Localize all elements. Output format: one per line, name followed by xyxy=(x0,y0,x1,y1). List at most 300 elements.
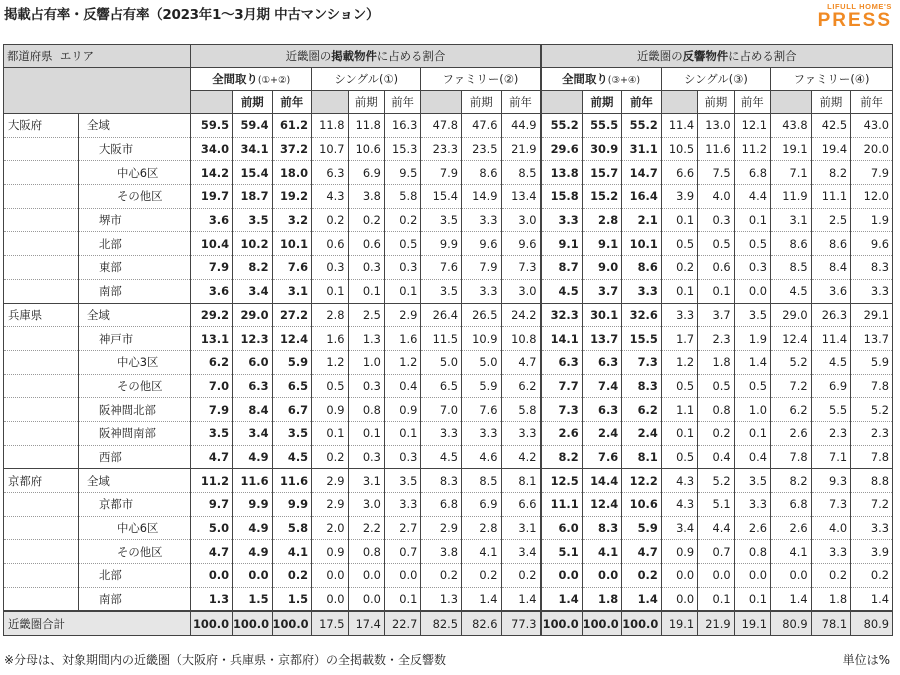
value-cell: 0.1 xyxy=(661,421,697,445)
value-cell: 12.4 xyxy=(272,327,312,351)
header-prev-year: 前年 xyxy=(851,91,893,114)
value-cell: 0.0 xyxy=(312,564,348,588)
value-cell: 8.3 xyxy=(851,256,893,280)
value-cell: 7.9 xyxy=(421,161,462,185)
value-cell: 1.8 xyxy=(698,350,734,374)
page-title: 掲載占有率・反響占有率（2023年1～3月期 中古マンション） xyxy=(4,7,380,23)
value-cell: 5.9 xyxy=(851,350,893,374)
value-cell: 0.3 xyxy=(348,256,384,280)
area-cell: 阪神間南部 xyxy=(78,421,190,445)
value-cell: 7.1 xyxy=(811,445,851,469)
value-cell: 1.2 xyxy=(384,350,420,374)
value-cell: 8.4 xyxy=(233,398,273,422)
value-cell: 3.3 xyxy=(461,421,501,445)
value-cell: 5.2 xyxy=(698,469,734,493)
value-cell: 3.6 xyxy=(191,208,233,232)
table-row xyxy=(4,114,893,138)
value-cell: 0.2 xyxy=(312,208,348,232)
table-body xyxy=(4,114,893,636)
value-cell: 14.2 xyxy=(191,161,233,185)
table-row xyxy=(4,421,893,445)
value-cell: 8.6 xyxy=(811,232,851,256)
area-cell: 神戸市 xyxy=(78,327,190,351)
value-cell: 4.5 xyxy=(771,279,812,303)
area-cell: 阪神間北部 xyxy=(78,398,190,422)
value-cell: 11.1 xyxy=(541,493,583,517)
header-prev-period: 前期 xyxy=(698,91,734,114)
value-cell: 12.2 xyxy=(622,469,662,493)
value-cell: 4.3 xyxy=(661,469,697,493)
pref-cell xyxy=(4,540,79,564)
value-cell: 3.3 xyxy=(622,279,662,303)
value-cell: 10.4 xyxy=(191,232,233,256)
value-cell: 0.8 xyxy=(348,398,384,422)
header-all-listing-sub: (①+②) xyxy=(257,75,291,86)
pref-cell xyxy=(4,279,79,303)
value-cell: 2.6 xyxy=(734,516,770,540)
value-cell: 1.4 xyxy=(771,587,812,611)
brand-logo xyxy=(818,2,892,30)
value-cell: 13.7 xyxy=(582,327,622,351)
value-cell: 0.9 xyxy=(384,398,420,422)
value-cell: 26.3 xyxy=(811,303,851,327)
value-cell: 1.4 xyxy=(461,587,501,611)
value-cell: 37.2 xyxy=(272,137,312,161)
value-cell: 43.8 xyxy=(771,114,812,138)
value-cell: 100.0 xyxy=(272,611,312,635)
value-cell: 9.1 xyxy=(541,232,583,256)
value-cell: 10.7 xyxy=(312,137,348,161)
value-cell: 1.6 xyxy=(384,327,420,351)
table-row xyxy=(4,540,893,564)
value-cell: 3.3 xyxy=(461,279,501,303)
pref-cell xyxy=(4,374,79,398)
value-cell: 4.7 xyxy=(622,540,662,564)
value-cell: 100.0 xyxy=(233,611,273,635)
value-cell: 12.4 xyxy=(771,327,812,351)
header-current xyxy=(191,91,233,114)
value-cell: 29.6 xyxy=(541,137,583,161)
value-cell: 100.0 xyxy=(541,611,583,635)
value-cell: 0.3 xyxy=(384,256,420,280)
value-cell: 1.2 xyxy=(661,350,697,374)
value-cell: 9.6 xyxy=(461,232,501,256)
value-cell: 0.2 xyxy=(851,564,893,588)
value-cell: 32.6 xyxy=(622,303,662,327)
value-cell: 7.3 xyxy=(811,493,851,517)
value-cell: 4.3 xyxy=(312,185,348,209)
header-prev-period: 前期 xyxy=(582,91,622,114)
value-cell: 13.0 xyxy=(698,114,734,138)
value-cell: 26.4 xyxy=(421,303,462,327)
header-prev-period: 前期 xyxy=(233,91,273,114)
value-cell: 0.2 xyxy=(272,564,312,588)
value-cell: 1.8 xyxy=(582,587,622,611)
value-cell: 15.3 xyxy=(384,137,420,161)
value-cell: 5.0 xyxy=(191,516,233,540)
footnote: ※分母は、対象期間内の近畿圏（大阪府・兵庫県・京都府）の全掲載数・全反響数 xyxy=(4,653,447,667)
value-cell: 6.3 xyxy=(582,350,622,374)
value-cell: 1.4 xyxy=(622,587,662,611)
value-cell: 7.1 xyxy=(771,161,812,185)
pref-cell xyxy=(4,185,79,209)
value-cell: 5.2 xyxy=(851,398,893,422)
value-cell: 10.6 xyxy=(622,493,662,517)
value-cell: 47.8 xyxy=(421,114,462,138)
value-cell: 6.0 xyxy=(233,350,273,374)
value-cell: 2.8 xyxy=(312,303,348,327)
value-cell: 1.1 xyxy=(661,398,697,422)
value-cell: 5.8 xyxy=(272,516,312,540)
value-cell: 11.4 xyxy=(811,327,851,351)
value-cell: 3.4 xyxy=(661,516,697,540)
value-cell: 3.1 xyxy=(348,469,384,493)
area-cell: 堺市 xyxy=(78,208,190,232)
value-cell: 17.5 xyxy=(312,611,348,635)
value-cell: 0.5 xyxy=(698,232,734,256)
value-cell: 44.9 xyxy=(501,114,541,138)
pref-cell xyxy=(4,232,79,256)
value-cell: 2.9 xyxy=(312,469,348,493)
value-cell: 10.9 xyxy=(461,327,501,351)
value-cell: 7.8 xyxy=(851,374,893,398)
value-cell: 77.3 xyxy=(501,611,541,635)
header-prev-year: 前年 xyxy=(622,91,662,114)
value-cell: 5.9 xyxy=(622,516,662,540)
value-cell: 11.8 xyxy=(348,114,384,138)
value-cell: 3.3 xyxy=(811,540,851,564)
value-cell: 8.5 xyxy=(771,256,812,280)
value-cell: 11.4 xyxy=(661,114,697,138)
value-cell: 3.8 xyxy=(348,185,384,209)
value-cell: 3.0 xyxy=(501,279,541,303)
value-cell: 1.9 xyxy=(734,327,770,351)
header-blank xyxy=(4,68,191,91)
value-cell: 3.5 xyxy=(734,469,770,493)
value-cell: 0.5 xyxy=(661,374,697,398)
value-cell: 5.0 xyxy=(461,350,501,374)
value-cell: 0.0 xyxy=(233,564,273,588)
table-row xyxy=(4,587,893,611)
value-cell: 6.8 xyxy=(771,493,812,517)
value-cell: 0.0 xyxy=(541,564,583,588)
value-cell: 0.5 xyxy=(734,374,770,398)
value-cell: 1.4 xyxy=(734,350,770,374)
value-cell: 0.1 xyxy=(312,421,348,445)
value-cell: 15.7 xyxy=(582,161,622,185)
value-cell: 4.1 xyxy=(771,540,812,564)
value-cell: 6.5 xyxy=(421,374,462,398)
value-cell: 7.9 xyxy=(461,256,501,280)
area-cell: 大阪市 xyxy=(78,137,190,161)
value-cell: 0.6 xyxy=(698,256,734,280)
header-prev-period: 前期 xyxy=(348,91,384,114)
value-cell: 3.1 xyxy=(501,516,541,540)
value-cell: 0.0 xyxy=(191,564,233,588)
value-cell: 14.7 xyxy=(622,161,662,185)
value-cell: 4.7 xyxy=(191,540,233,564)
value-cell: 4.9 xyxy=(233,540,273,564)
value-cell: 23.5 xyxy=(461,137,501,161)
value-cell: 5.9 xyxy=(272,350,312,374)
table-row xyxy=(4,185,893,209)
value-cell: 2.8 xyxy=(582,208,622,232)
header-listing-post: に占める割合 xyxy=(376,49,446,63)
value-cell: 0.3 xyxy=(384,445,420,469)
value-cell: 4.4 xyxy=(734,185,770,209)
value-cell: 0.9 xyxy=(312,398,348,422)
header-family-response: ファミリー(④) xyxy=(771,68,893,91)
value-cell: 6.2 xyxy=(771,398,812,422)
value-cell: 10.6 xyxy=(348,137,384,161)
value-cell: 0.5 xyxy=(661,445,697,469)
value-cell: 3.0 xyxy=(348,493,384,517)
value-cell: 13.4 xyxy=(501,185,541,209)
value-cell: 13.1 xyxy=(191,327,233,351)
value-cell: 3.3 xyxy=(461,208,501,232)
value-cell: 8.2 xyxy=(233,256,273,280)
value-cell: 7.0 xyxy=(191,374,233,398)
header-prev-year: 前年 xyxy=(501,91,541,114)
value-cell: 3.5 xyxy=(191,421,233,445)
table-row xyxy=(4,493,893,517)
value-cell: 3.4 xyxy=(233,279,273,303)
header-prev-year: 前年 xyxy=(272,91,312,114)
table-row xyxy=(4,350,893,374)
table-row xyxy=(4,445,893,469)
value-cell: 0.0 xyxy=(661,587,697,611)
value-cell: 2.9 xyxy=(312,493,348,517)
value-cell: 10.1 xyxy=(272,232,312,256)
value-cell: 7.8 xyxy=(851,445,893,469)
value-cell: 12.4 xyxy=(582,493,622,517)
value-cell: 0.8 xyxy=(734,540,770,564)
value-cell: 0.1 xyxy=(348,279,384,303)
value-cell: 0.5 xyxy=(384,232,420,256)
value-cell: 7.8 xyxy=(771,445,812,469)
value-cell: 55.2 xyxy=(541,114,583,138)
value-cell: 0.1 xyxy=(384,421,420,445)
header-single-response: シングル(③) xyxy=(661,68,770,91)
value-cell: 6.9 xyxy=(461,493,501,517)
value-cell: 6.5 xyxy=(272,374,312,398)
table-row xyxy=(4,374,893,398)
value-cell: 7.6 xyxy=(421,256,462,280)
value-cell: 18.0 xyxy=(272,161,312,185)
value-cell: 9.7 xyxy=(191,493,233,517)
pref-cell xyxy=(4,208,79,232)
value-cell: 7.9 xyxy=(191,398,233,422)
value-cell: 8.2 xyxy=(771,469,812,493)
value-cell: 1.9 xyxy=(851,208,893,232)
header-pref-area xyxy=(4,45,191,68)
value-cell: 0.3 xyxy=(348,445,384,469)
value-cell: 0.0 xyxy=(348,587,384,611)
value-cell: 2.4 xyxy=(622,421,662,445)
value-cell: 7.6 xyxy=(461,398,501,422)
table-row xyxy=(4,279,893,303)
area-cell: 南部 xyxy=(78,279,190,303)
value-cell: 2.2 xyxy=(348,516,384,540)
value-cell: 4.5 xyxy=(421,445,462,469)
value-cell: 7.9 xyxy=(851,161,893,185)
value-cell: 78.1 xyxy=(811,611,851,635)
value-cell: 3.3 xyxy=(421,421,462,445)
value-cell: 0.3 xyxy=(348,374,384,398)
value-cell: 7.3 xyxy=(501,256,541,280)
value-cell: 82.6 xyxy=(461,611,501,635)
value-cell: 23.3 xyxy=(421,137,462,161)
value-cell: 21.9 xyxy=(698,611,734,635)
pref-cell xyxy=(4,398,79,422)
value-cell: 29.0 xyxy=(771,303,812,327)
value-cell: 7.7 xyxy=(541,374,583,398)
value-cell: 5.0 xyxy=(421,350,462,374)
table-row xyxy=(4,327,893,351)
value-cell: 3.4 xyxy=(501,540,541,564)
value-cell: 3.2 xyxy=(272,208,312,232)
value-cell: 7.6 xyxy=(582,445,622,469)
value-cell: 7.3 xyxy=(541,398,583,422)
value-cell: 0.1 xyxy=(661,208,697,232)
value-cell: 20.0 xyxy=(851,137,893,161)
value-cell: 0.0 xyxy=(771,564,812,588)
area-cell: 北部 xyxy=(78,564,190,588)
value-cell: 19.1 xyxy=(771,137,812,161)
value-cell: 0.2 xyxy=(622,564,662,588)
value-cell: 9.0 xyxy=(582,256,622,280)
value-cell: 4.2 xyxy=(501,445,541,469)
value-cell: 14.9 xyxy=(461,185,501,209)
value-cell: 29.1 xyxy=(851,303,893,327)
value-cell: 11.1 xyxy=(811,185,851,209)
value-cell: 6.3 xyxy=(582,398,622,422)
pref-cell xyxy=(4,445,79,469)
value-cell: 0.2 xyxy=(661,256,697,280)
value-cell: 3.5 xyxy=(734,303,770,327)
value-cell: 1.4 xyxy=(501,587,541,611)
area-cell: 南部 xyxy=(78,587,190,611)
value-cell: 8.3 xyxy=(622,374,662,398)
value-cell: 0.1 xyxy=(698,587,734,611)
value-cell: 0.8 xyxy=(348,540,384,564)
value-cell: 100.0 xyxy=(582,611,622,635)
value-cell: 8.5 xyxy=(461,469,501,493)
value-cell: 10.8 xyxy=(501,327,541,351)
value-cell: 82.5 xyxy=(421,611,462,635)
value-cell: 7.2 xyxy=(771,374,812,398)
area-cell: 全域 xyxy=(78,303,190,327)
value-cell: 0.4 xyxy=(734,445,770,469)
pref-cell xyxy=(4,516,79,540)
value-cell: 4.5 xyxy=(811,350,851,374)
value-cell: 0.2 xyxy=(421,564,462,588)
value-cell: 3.5 xyxy=(421,279,462,303)
value-cell: 4.6 xyxy=(461,445,501,469)
pref-cell xyxy=(4,350,79,374)
value-cell: 0.1 xyxy=(734,587,770,611)
value-cell: 59.4 xyxy=(233,114,273,138)
value-cell: 11.2 xyxy=(734,137,770,161)
value-cell: 0.5 xyxy=(312,374,348,398)
header-listing-pre: 近畿圏の xyxy=(285,49,332,63)
value-cell: 10.5 xyxy=(661,137,697,161)
value-cell: 3.3 xyxy=(501,421,541,445)
value-cell: 19.1 xyxy=(661,611,697,635)
pref-cell xyxy=(4,256,79,280)
value-cell: 0.2 xyxy=(312,445,348,469)
value-cell: 3.3 xyxy=(384,493,420,517)
value-cell: 8.8 xyxy=(851,469,893,493)
value-cell: 11.9 xyxy=(771,185,812,209)
value-cell: 1.5 xyxy=(272,587,312,611)
area-cell: その他区 xyxy=(78,374,190,398)
value-cell: 6.2 xyxy=(191,350,233,374)
value-cell: 3.3 xyxy=(851,516,893,540)
value-cell: 19.7 xyxy=(191,185,233,209)
total-row xyxy=(4,611,893,635)
value-cell: 2.3 xyxy=(698,327,734,351)
value-cell: 7.5 xyxy=(698,161,734,185)
value-cell: 5.8 xyxy=(384,185,420,209)
value-cell: 24.2 xyxy=(501,303,541,327)
value-cell: 0.6 xyxy=(312,232,348,256)
value-cell: 4.5 xyxy=(541,279,583,303)
value-cell: 8.2 xyxy=(541,445,583,469)
value-cell: 4.4 xyxy=(698,516,734,540)
value-cell: 8.3 xyxy=(582,516,622,540)
value-cell: 0.5 xyxy=(698,374,734,398)
value-cell: 4.7 xyxy=(191,445,233,469)
header-prev-year: 前年 xyxy=(384,91,420,114)
value-cell: 16.4 xyxy=(622,185,662,209)
value-cell: 0.6 xyxy=(348,232,384,256)
value-cell: 0.3 xyxy=(734,256,770,280)
value-cell: 3.3 xyxy=(734,493,770,517)
value-cell: 1.8 xyxy=(811,587,851,611)
value-cell: 4.0 xyxy=(698,185,734,209)
value-cell: 2.3 xyxy=(851,421,893,445)
table-row xyxy=(4,564,893,588)
table-row xyxy=(4,516,893,540)
value-cell: 13.7 xyxy=(851,327,893,351)
value-cell: 14.1 xyxy=(541,327,583,351)
value-cell: 0.1 xyxy=(348,421,384,445)
value-cell: 5.1 xyxy=(541,540,583,564)
brand-logo-top: LIFULL HOME'S xyxy=(827,2,892,11)
value-cell: 0.1 xyxy=(734,421,770,445)
value-cell: 3.3 xyxy=(661,303,697,327)
value-cell: 3.5 xyxy=(233,208,273,232)
value-cell: 0.0 xyxy=(734,564,770,588)
value-cell: 8.1 xyxy=(501,469,541,493)
value-cell: 8.1 xyxy=(622,445,662,469)
value-cell: 1.3 xyxy=(191,587,233,611)
value-cell: 1.4 xyxy=(851,587,893,611)
value-cell: 17.4 xyxy=(348,611,384,635)
header-all-listing-label: 全間取り xyxy=(212,72,258,86)
value-cell: 13.8 xyxy=(541,161,583,185)
value-cell: 61.2 xyxy=(272,114,312,138)
value-cell: 18.7 xyxy=(233,185,273,209)
value-cell: 0.7 xyxy=(698,540,734,564)
value-cell: 3.3 xyxy=(851,279,893,303)
value-cell: 7.4 xyxy=(582,374,622,398)
value-cell: 2.5 xyxy=(348,303,384,327)
header-family-listing: ファミリー(②) xyxy=(421,68,541,91)
value-cell: 2.9 xyxy=(384,303,420,327)
header-current xyxy=(541,91,583,114)
